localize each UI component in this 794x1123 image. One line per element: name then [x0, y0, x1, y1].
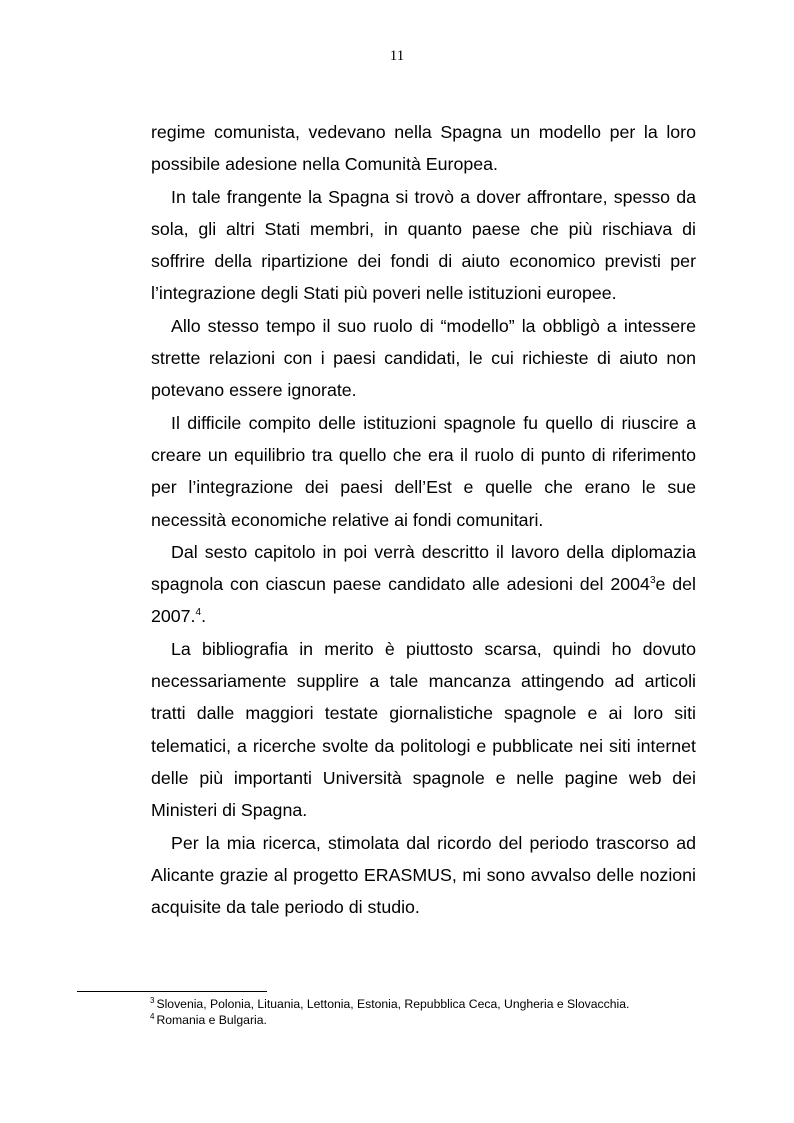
- footnote-4-text: Romania e Bulgaria.: [156, 1013, 267, 1027]
- footnote-ref-4[interactable]: 4: [195, 607, 202, 619]
- paragraph-4: Il difficile compito delle istituzioni spagnole fu quello di riuscire a creare un equilibrio tra quello che era il ruolo di punto di riferimento per l’integrazione dei paesi dell’Est e quelle che erano le sue necessità economiche relative ai fondi comunitari.: [151, 412, 696, 530]
- footnote-ref-3[interactable]: 3: [649, 575, 656, 587]
- paragraph-2: In tale frangente la Spagna si trovò a dover affrontare, spesso da sola, gli altri Stati membri, in quanto paese che più rischiava di soffrire della ripartizione dei fondi di aiuto economico previsti per l’integrazione degli Stati più poveri nelle istituzioni europee.: [151, 186, 696, 304]
- page-number: 11: [389, 48, 405, 64]
- footnote-4: [150, 1012, 770, 1028]
- paragraph-1: regime comunista, vedevano nella Spagna un modello per la loro possibile adesione nella Comunità Europea.: [151, 122, 696, 175]
- paragraph-6: La bibliografia in merito è piuttosto scarsa, quindi ho dovuto necessariamente supplire a tale mancanza attingendo ad articoli tratti dalle maggiori testate giornalistiche spagnole e ai loro siti telematici, a ricerche svolte da politologi e pubblicate nei siti internet delle più importanti Università spagnole e nelle pagine web dei Ministeri di Spagna.: [151, 638, 696, 821]
- paragraph-5-text-before: Dal sesto capitolo in poi verrà descritto il lavoro della diplomazia spagnola con ciascun paese candidato alle adesioni del 2004: [151, 541, 696, 595]
- paragraph-5-text-after: .: [201, 606, 207, 627]
- paragraph-5: [151, 536, 696, 633]
- footnote-3: [150, 996, 770, 1012]
- paragraph-5-text-middle: e del 2007.: [151, 574, 696, 627]
- footnotes: [150, 996, 770, 1028]
- footnote-3-mark: 3: [150, 995, 155, 1005]
- footnote-separator: [77, 991, 267, 992]
- body-text: [151, 116, 696, 923]
- footnote-3-text: Slovenia, Polonia, Lituania, Lettonia, Estonia, Repubblica Ceca, Ungheria e Slovacchia.: [156, 997, 630, 1011]
- paragraph-3: Allo stesso tempo il suo ruolo di “modello” la obbligò a intessere strette relazioni con i paesi candidati, le cui richieste di aiuto non potevano essere ignorate.: [151, 315, 696, 401]
- footnote-4-mark: 4: [150, 1011, 155, 1021]
- paragraph-7: Per la mia ricerca, stimolata dal ricordo del periodo trascorso ad Alicante grazie al progetto ERASMUS, mi sono avvalso delle nozioni acquisite da tale periodo di studio.: [151, 832, 696, 918]
